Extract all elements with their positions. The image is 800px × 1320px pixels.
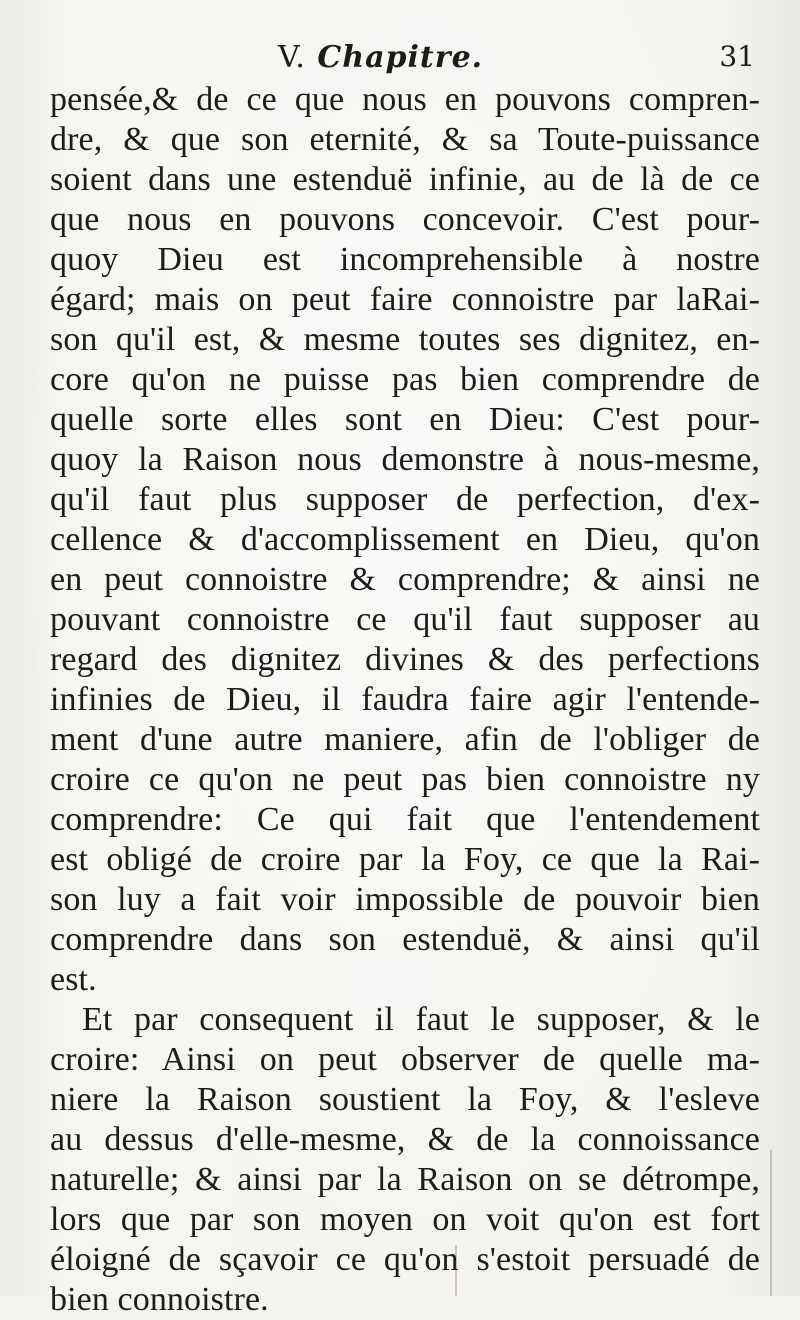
text-line: core qu'on ne puisse pas bien comprendre de — [50, 361, 760, 398]
text-line: quoy Dieu est incomprehensible à nostre — [50, 241, 760, 278]
text-line: comprendre: Ce qui fait que l'entendement — [50, 801, 760, 838]
text-line: croire: Ainsi on peut observer de quelle ma- — [50, 1041, 760, 1078]
chapter-heading — [278, 40, 483, 75]
text-line: Et par consequent il faut le supposer, & le — [82, 1001, 760, 1038]
chapter-number: V. — [278, 40, 306, 75]
text-line: cellence & d'accomplissement en Dieu, qu'on — [50, 521, 760, 558]
chapter-word: Chapitre. — [317, 40, 484, 75]
text-line: est. — [50, 961, 97, 998]
text-line: infinies de Dieu, il faudra faire agir l'entende- — [50, 681, 760, 718]
text-line: est obligé de croire par la Foy, ce que la Rai- — [50, 841, 760, 878]
text-line: au dessus d'elle-mesme, & de la connoissance — [50, 1121, 760, 1158]
text-line: qu'il faut plus supposer de perfection, d'ex- — [50, 481, 760, 518]
text-line: dre, & que son eternité, & sa Toute-puissance — [50, 121, 760, 158]
text-line: quoy la Raison nous demonstre à nous-mesme, — [50, 441, 760, 478]
text-line: bien connoistre. — [50, 1281, 269, 1318]
text-line: son qu'il est, & mesme toutes ses dignitez, en- — [50, 321, 760, 358]
text-line: lors que par son moyen on voit qu'on est fort — [50, 1201, 760, 1238]
text-line: que nous en pouvons concevoir. C'est pour- — [50, 201, 760, 238]
text-line: niere la Raison soustient la Foy, & l'esleve — [50, 1081, 760, 1118]
text-line: en peut connoistre & comprendre; & ainsi ne — [50, 561, 760, 598]
text-line: croire ce qu'on ne peut pas bien connoistre ny — [50, 761, 760, 798]
scan-artifact — [770, 1150, 772, 1296]
scan-artifact — [455, 1245, 457, 1296]
text-line: son luy a fait voir impossible de pouvoir bien — [50, 881, 760, 918]
text-line: quelle sorte elles sont en Dieu: C'est pour- — [50, 401, 760, 438]
text-line: égard; mais on peut faire connoistre par laRai- — [50, 281, 760, 318]
text-line: naturelle; & ainsi par la Raison on se détrompe, — [50, 1161, 760, 1198]
text-line: regard des dignitez divines & des perfections — [50, 641, 760, 678]
page-number: 31 — [719, 40, 755, 73]
text-line: soient dans une estenduë infinie, au de là de ce — [50, 161, 760, 198]
text-line: pouvant connoistre ce qu'il faut supposer au — [50, 601, 760, 638]
text-line: ment d'une autre maniere, afin de l'obliger de — [50, 721, 760, 758]
text-line: pensée,& de ce que nous en pouvons compren- — [50, 81, 760, 118]
body-text — [50, 80, 760, 1320]
text-line: comprendre dans son estenduë, & ainsi qu'il — [50, 921, 760, 958]
text-line: éloigné de sçavoir ce qu'on s'estoit persuadé de — [50, 1241, 760, 1278]
